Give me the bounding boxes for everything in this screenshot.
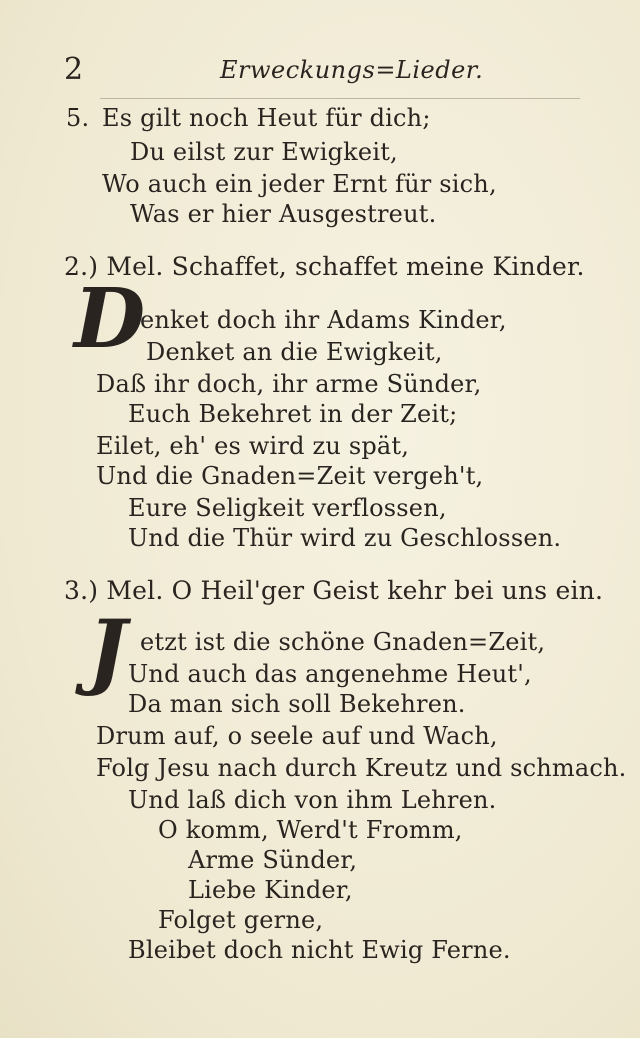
hymn-heading: 2.) Mel. Schaffet, schaffet meine Kinder. xyxy=(64,252,585,281)
verse-line: Und die Thür wird zu Geschlossen. xyxy=(128,524,562,552)
verse-line: Und auch das angenehme Heut', xyxy=(128,660,532,688)
verse-line: Und die Gnaden=Zeit vergeh't, xyxy=(96,462,484,490)
verse-line: Da man sich soll Bekehren. xyxy=(128,690,466,718)
verse-line: Und laß dich von ihm Lehren. xyxy=(128,786,497,814)
verse-line: enket doch ihr Adams Kinder, xyxy=(140,306,507,334)
verse-line: Drum auf, o seele auf und Wach, xyxy=(96,722,498,750)
verse-line: O komm, Werd't Fromm, xyxy=(158,816,463,844)
verse-line: Du eilst zur Ewigkeit, xyxy=(130,138,398,166)
verse-line: Wo auch ein jeder Ernt für sich, xyxy=(102,170,497,198)
drop-cap: D xyxy=(74,271,146,367)
verse-line: etzt ist die schöne Gnaden=Zeit, xyxy=(140,628,546,656)
verse-line: Was er hier Ausgestreut. xyxy=(130,200,437,228)
hymn-heading: 3.) Mel. O Heil'ger Geist kehr bei uns ein. xyxy=(64,576,604,605)
verse-line: Denket an die Ewigkeit, xyxy=(146,338,443,366)
verse-line: Folg Jesu nach durch Kreutz und schmach. xyxy=(96,754,627,782)
verse-line: Liebe Kinder, xyxy=(188,876,353,904)
verse-line: Arme Sünder, xyxy=(188,846,358,874)
running-head: Erweckungs=Lieder. xyxy=(220,56,484,84)
header-rule xyxy=(100,98,580,99)
page-number: 2 xyxy=(64,52,84,87)
verse-line: Folget gerne, xyxy=(158,906,324,934)
verse-line: Eure Seligkeit verflossen, xyxy=(128,494,447,522)
drop-cap: J xyxy=(88,603,127,699)
page-header xyxy=(64,52,580,92)
verse-line: Euch Bekehret in der Zeit; xyxy=(128,400,458,428)
verse-line: Bleibet doch nicht Ewig Ferne. xyxy=(128,936,511,964)
stanza-number: 5. xyxy=(66,104,90,132)
verse-line: Daß ihr doch, ihr arme Sünder, xyxy=(96,370,482,398)
verse-line: Eilet, eh' es wird zu spät, xyxy=(96,432,410,460)
verse-line: Es gilt noch Heut für dich; xyxy=(102,104,431,132)
